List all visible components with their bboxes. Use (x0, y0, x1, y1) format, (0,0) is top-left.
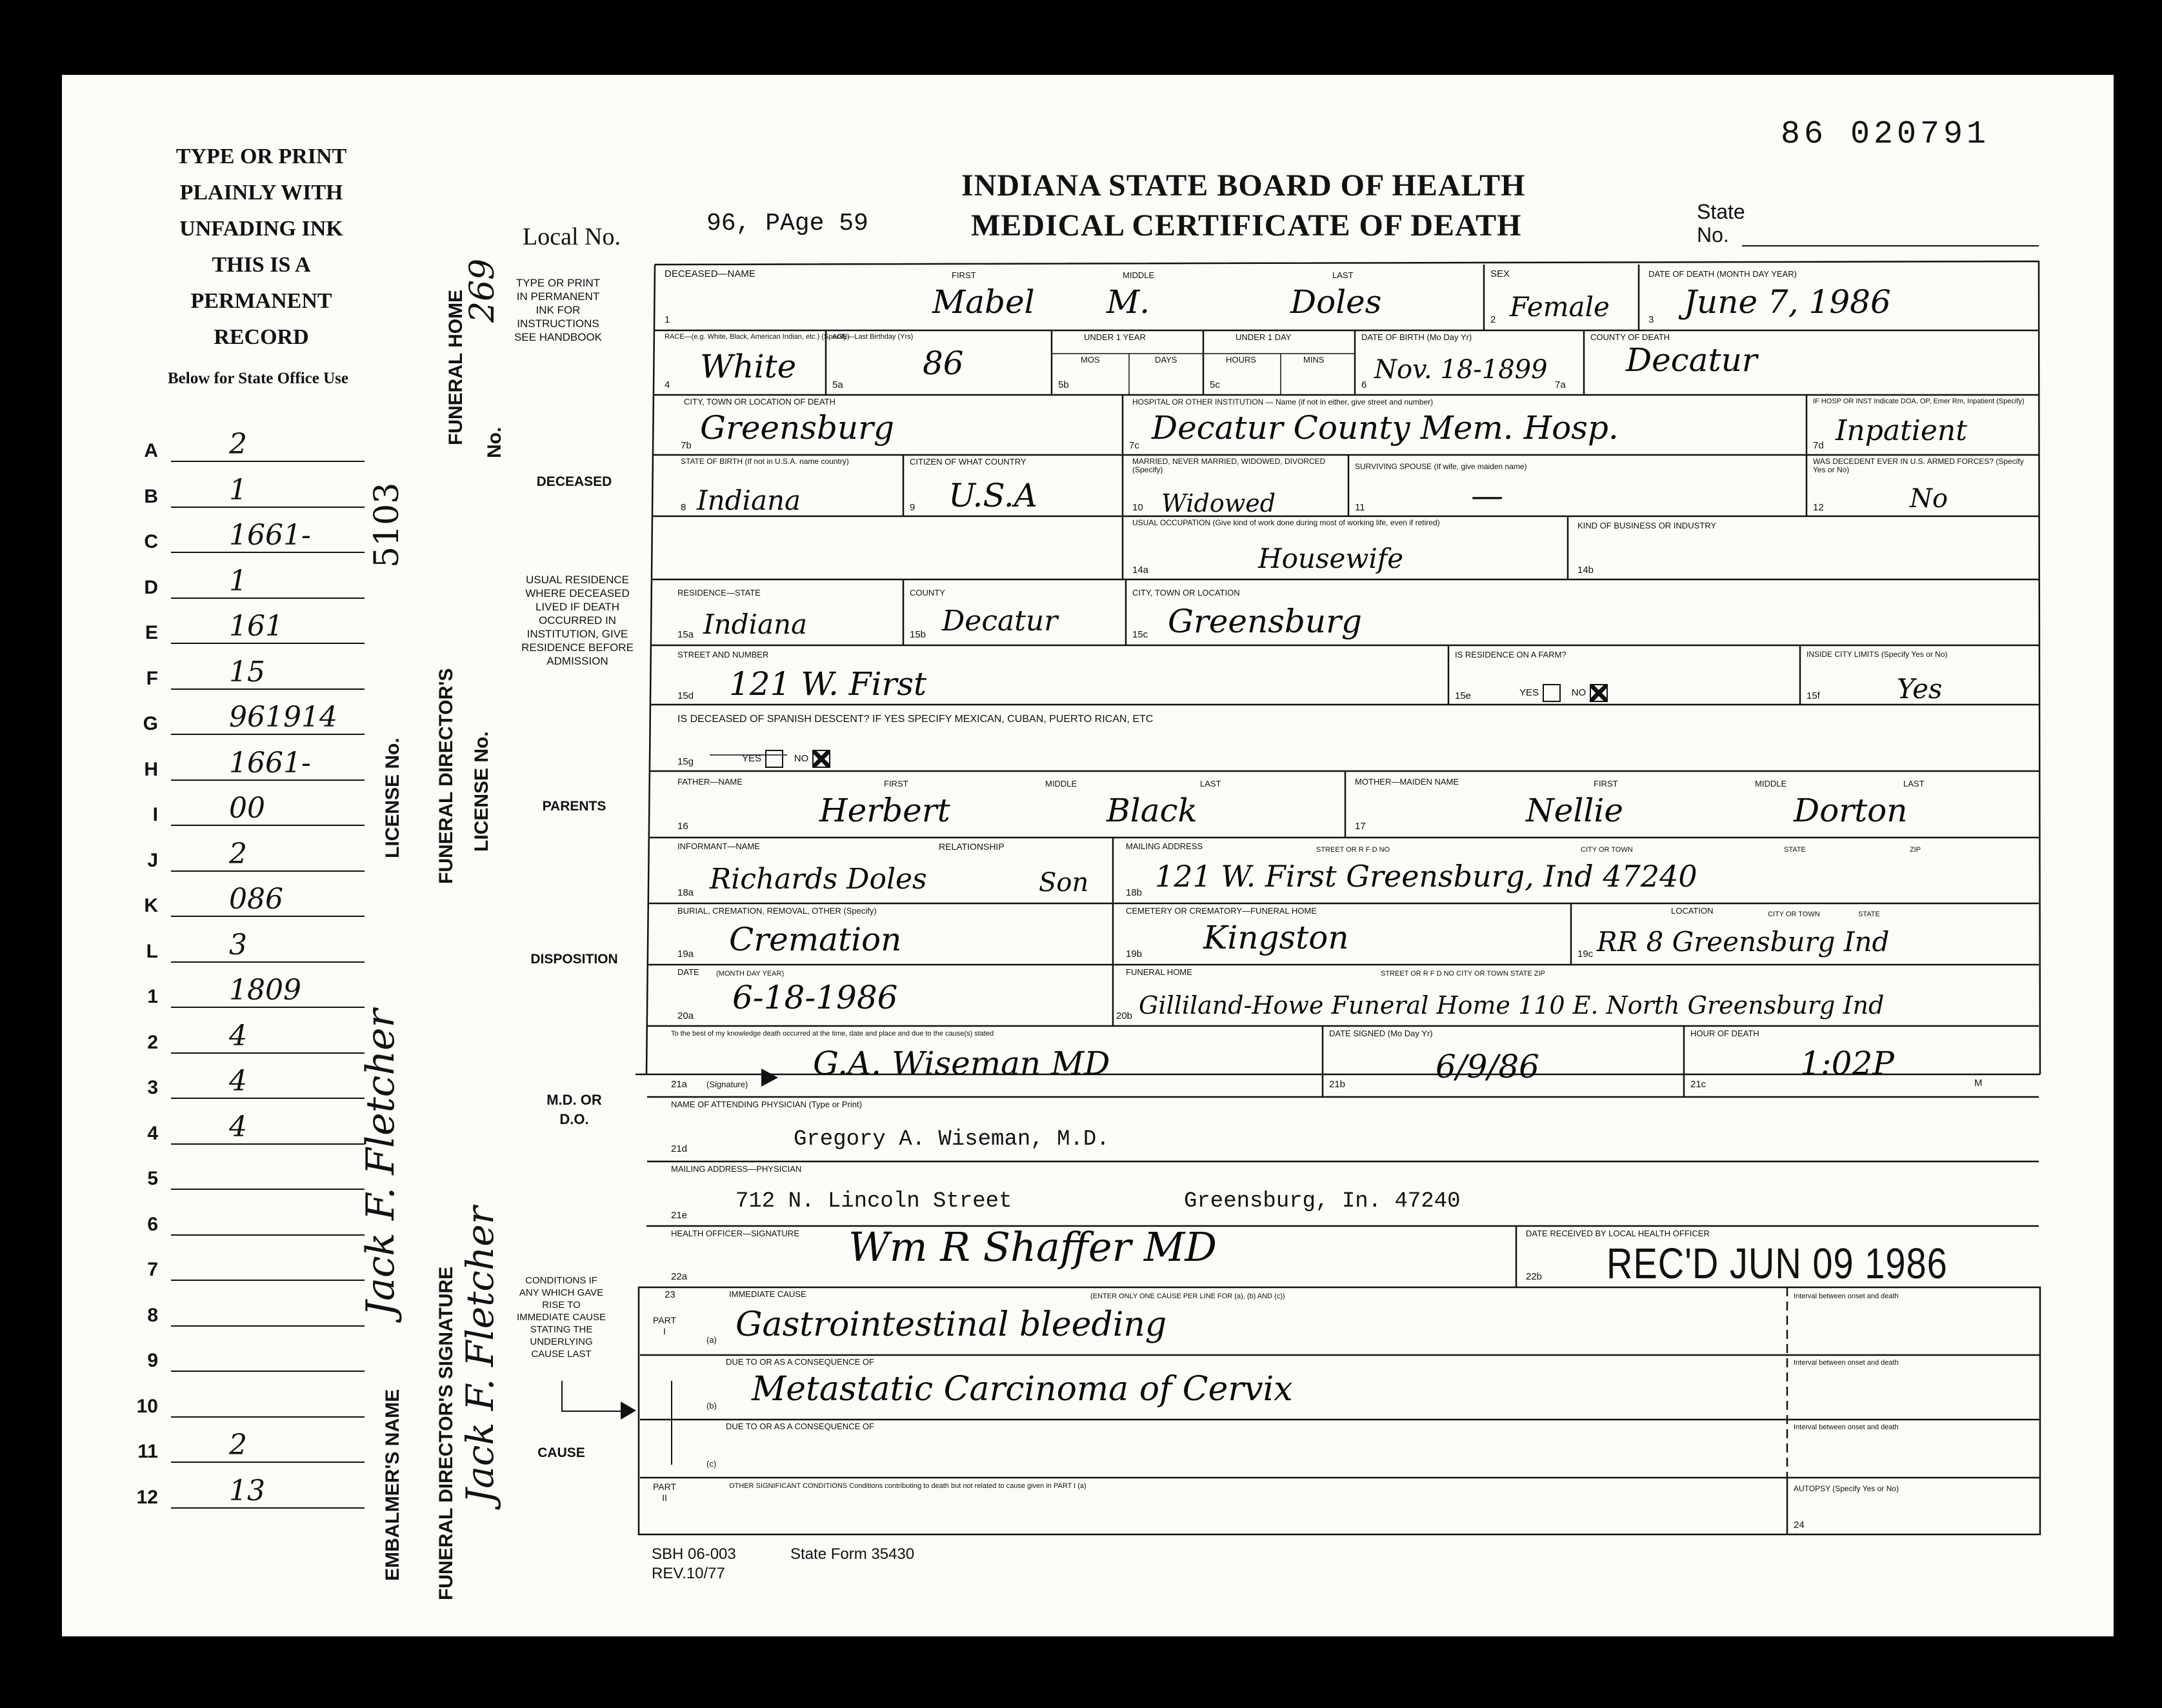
field-number-6: 6 (1361, 379, 1367, 390)
funeral-director-label: FUNERAL DIRECTOR'S (435, 668, 457, 884)
state-office-row-label: 12 (136, 1486, 158, 1508)
heading-line: PERMANENT (190, 289, 332, 313)
farm-yes-checkbox[interactable] (1543, 684, 1561, 702)
field-number-19b: 19b (1126, 949, 1143, 959)
state-office-row-label: C (144, 531, 158, 552)
farm-checkboxes (1519, 684, 1608, 702)
state-office-row-value: 2 (229, 1429, 247, 1462)
field-number-15e: 15e (1455, 690, 1472, 701)
field-number-22b: 22b (1526, 1271, 1543, 1282)
label-cemetery: CEMETERY OR CREMATORY—FUNERAL HOME (1126, 906, 1317, 916)
serial-number: 86 020791 (1781, 116, 1990, 153)
field-number-18a: 18a (677, 887, 694, 898)
funeral-home-label: FUNERAL HOME (445, 289, 466, 445)
label-race: RACE—(e.g. White, Black, American Indian, etc.) (Specify) (665, 333, 850, 341)
funeral-home-value: Gilliland-Howe Funeral Home 110 E. North Greensburg Ind (1139, 991, 1885, 1020)
field-number-5b: 5b (1058, 379, 1069, 390)
date-of-death-value: June 7, 1986 (1684, 283, 1891, 321)
state-office-row-label: 3 (147, 1077, 158, 1098)
field-number-24: 24 (1794, 1520, 1805, 1531)
label-received: DATE RECEIVED BY LOCAL HEALTH OFFICER (1526, 1229, 1710, 1238)
field-number-14a: 14a (1132, 565, 1149, 576)
label-father-last: LAST (1200, 779, 1221, 789)
physician-value: Gregory A. Wiseman, M.D. (794, 1127, 1110, 1152)
label-middle: MIDDLE (1123, 270, 1155, 280)
label-consequence-b: DUE TO OR AS A CONSEQUENCE OF (726, 1357, 874, 1367)
cause-side-label: CAUSE (537, 1445, 585, 1460)
usual-residence-side-label: USUAL RESIDENCE WHERE DECEASED LIVED IF DEATH OCCURRED IN INSTITUTION, GIVE RESIDENCE BEFORE ADMISSION (521, 574, 634, 667)
state-form-number: State Form 35430 (790, 1545, 915, 1563)
heading-line: UNFADING INK (179, 217, 343, 241)
label-father: FATHER—NAME (677, 777, 743, 787)
state-office-row-value: 4 (229, 1019, 247, 1052)
local-no-label: Local No. (523, 223, 621, 250)
field-number-20a: 20a (677, 1010, 694, 1021)
label-state-of-birth: STATE OF BIRTH (If not in U.S.A. name country) (681, 457, 849, 466)
state-office-row-value: 1661- (229, 519, 311, 552)
state-office-row-label: 5 (147, 1168, 158, 1189)
disposition-side-label: DISPOSITION (530, 952, 618, 967)
state-office-row-label: 6 (147, 1213, 158, 1235)
armed-forces-value: No (1910, 484, 1948, 514)
funeral-license-label: LICENSE No. (471, 731, 492, 852)
label-location-state: STATE (1858, 910, 1880, 918)
label-county-of-death: COUNTY OF DEATH (1590, 332, 1670, 342)
state-office-row-value: 2 (229, 428, 247, 461)
state-office-row-label: 9 (147, 1350, 158, 1371)
label-citizen: CITIZEN OF WHAT COUNTRY (910, 457, 1026, 467)
embalmer-value: Jack F. Fletcher (358, 1009, 403, 1316)
label-location-city: CITY OR TOWN (1768, 910, 1820, 918)
state-of-birth-value: Indiana (697, 485, 801, 516)
state-office-row-label: 2 (147, 1031, 158, 1053)
name-middle-value: M. (1106, 283, 1150, 321)
label-health-officer: HEALTH OFFICER—SIGNATURE (671, 1229, 799, 1238)
state-office-row-label: I (152, 804, 158, 825)
label-occupation: USUAL OCCUPATION (Give kind of work done during most of working life, even if retired) (1132, 518, 1440, 527)
state-office-row-label: 1 (147, 986, 158, 1007)
label-mailing: MAILING ADDRESS (1126, 841, 1203, 851)
field-number-16: 16 (677, 821, 688, 832)
health-officer-value: Wm R Shaffer MD (848, 1223, 1217, 1271)
cause-a-value: Gastrointestinal bleeding (736, 1305, 1167, 1344)
spanish-yes-label: YES (742, 752, 762, 764)
state-office-row-label: 10 (136, 1395, 158, 1417)
state-office-row-value: 15 (229, 655, 265, 688)
label-physician: NAME OF ATTENDING PHYSICIAN (Type or Print) (671, 1100, 862, 1109)
signature-arrow-icon (761, 1069, 778, 1087)
label-father-first: FIRST (884, 779, 908, 789)
city-of-death-value: Greensburg (700, 409, 895, 447)
spanish-yes-checkbox[interactable] (765, 750, 783, 768)
field-number-10: 10 (1132, 502, 1143, 513)
street-value: 121 W. First (729, 665, 927, 703)
label-hosp-status: IF HOSP OR INST Indicate DOA, OP, Emer Rm, Inpatient (Specify) (1813, 397, 2025, 405)
state-office-row-label: 7 (147, 1259, 158, 1280)
label-part-2: PART II (652, 1482, 677, 1503)
field-number-20b: 20b (1116, 1010, 1133, 1021)
label-mos: MOS (1081, 355, 1100, 365)
disp-date-value: 6-18-1986 (732, 979, 898, 1016)
title-line-2: MEDICAL CERTIFICATE OF DEATH (971, 208, 1522, 243)
label-disp-date: DATE (677, 967, 699, 977)
label-mins: MINS (1303, 355, 1325, 365)
cemetery-value: Kingston (1203, 919, 1349, 956)
label-res-city: CITY, TOWN OR LOCATION (1132, 588, 1240, 598)
label-other-conditions: OTHER SIGNIFICANT CONDITIONS Conditions contributing to death but not related to cause given in PART I (a) (729, 1482, 1086, 1490)
revision: REV.10/77 (652, 1565, 725, 1582)
field-number-7b: 7b (681, 440, 692, 451)
label-date-signed: DATE SIGNED (Mo Day Yr) (1329, 1029, 1433, 1038)
received-stamp: REC'D JUN 09 1986 (1606, 1238, 1948, 1288)
cause-b-value: Metastatic Carcinoma of Cervix (752, 1370, 1293, 1409)
field-number-21d: 21d (671, 1143, 688, 1154)
label-interval-a: Interval between onset and death (1794, 1292, 1899, 1300)
state-office-row-value: 4 (229, 1110, 247, 1143)
field-number-21e: 21e (671, 1210, 688, 1221)
race-value: White (700, 348, 797, 385)
label-cause-a: (a) (706, 1335, 717, 1345)
field-number-23: 23 (665, 1289, 676, 1300)
label-burial: BURIAL, CREMATION, REMOVAL, OTHER (Specify) (677, 906, 877, 916)
name-last-value: Doles (1290, 283, 1382, 321)
label-relationship: RELATIONSHIP (939, 841, 1005, 852)
label-last: LAST (1332, 270, 1354, 280)
spanish-no-checkbox-checked[interactable] (812, 750, 830, 768)
date-signed-value: 6/9/86 (1436, 1048, 1539, 1085)
occupation-value: Housewife (1258, 543, 1404, 574)
mother-first-value: Nellie (1526, 792, 1623, 829)
state-office-row-label: A (144, 440, 158, 461)
label-inside-city: INSIDE CITY LIMITS (Specify Yes or No) (1807, 650, 1948, 659)
state-office-row-label: E (145, 622, 158, 643)
heading-line: THIS IS A (212, 253, 311, 277)
label-age: AGE—Last Birthday (Yrs) (832, 333, 914, 341)
state-office-row-value: 961914 (229, 701, 337, 734)
state-office-row-value: 086 (229, 883, 283, 916)
state-no-label-1: State (1697, 200, 1745, 223)
label-enter-one: (ENTER ONLY ONE CAUSE PER LINE FOR (a), (b) AND (c)) (1090, 1292, 1285, 1300)
field-number-7d: 7d (1813, 440, 1824, 451)
label-deceased-name: DECEASED—NAME (665, 268, 756, 279)
label-res-county: COUNTY (910, 588, 945, 598)
parents-side-label: PARENTS (542, 799, 606, 814)
state-office-row-value: 1 (229, 473, 247, 507)
res-city-value: Greensburg (1168, 603, 1363, 640)
label-consequence-c: DUE TO OR AS A CONSEQUENCE OF (726, 1422, 874, 1431)
hour-suffix: M (1974, 1078, 1983, 1089)
mailing-value: 121 W. First Greensburg, Ind 47240 (1155, 859, 1697, 894)
field-number-15d: 15d (677, 690, 694, 701)
field-number-15f: 15f (1807, 690, 1820, 701)
spouse-value: — (1471, 477, 1503, 514)
state-office-row-value: 2 (229, 837, 247, 870)
label-armed-forces: WAS DECEDENT EVER IN U.S. ARMED FORCES? (Specify Yes or No) (1813, 457, 2024, 474)
field-number-8: 8 (681, 502, 686, 513)
burial-value: Cremation (729, 921, 902, 958)
label-under-1-year: UNDER 1 YEAR (1084, 332, 1146, 342)
state-office-row-value: 00 (229, 792, 265, 825)
label-hours: HOURS (1226, 355, 1256, 365)
res-county-value: Decatur (942, 605, 1058, 638)
label-days: DAYS (1155, 355, 1177, 365)
label-signature: (Signature) (706, 1080, 748, 1089)
state-office-row-value: 1809 (229, 974, 301, 1007)
label-farm: IS RESIDENCE ON A FARM? (1455, 650, 1566, 659)
field-number-17: 17 (1355, 821, 1366, 832)
field-number-5a: 5a (832, 379, 843, 390)
field-number-14b: 14b (1577, 565, 1594, 576)
conditions-side-label: CONDITIONS IF ANY WHICH GAVE RISE TO IMMEDIATE CAUSE STATING THE UNDERLYING CAUSE LAST (516, 1275, 606, 1360)
embalmer-label: EMBALMER'S NAME (382, 1389, 403, 1581)
field-number-5c: 5c (1210, 379, 1220, 390)
field-number-21b: 21b (1329, 1079, 1346, 1090)
farm-no-label: NO (1571, 687, 1586, 698)
location-value: RR 8 Greensburg Ind (1597, 926, 1890, 958)
dob-value: Nov. 18-1899 (1374, 355, 1548, 385)
field-number-7c: 7c (1129, 440, 1139, 451)
label-hour: HOUR OF DEATH (1690, 1029, 1759, 1038)
heading-line: TYPE OR PRINT (175, 145, 347, 168)
label-location: LOCATION (1671, 906, 1714, 916)
label-physician-address: MAILING ADDRESS—PHYSICIAN (671, 1164, 802, 1174)
citizen-value: U.S.A (948, 477, 1037, 514)
label-part-1: PART I (652, 1315, 677, 1336)
md-do-side-label: M.D. OR D.O. (546, 1092, 602, 1127)
hosp-status-value: Inpatient (1836, 414, 1967, 447)
state-office-row-value: 3 (229, 928, 247, 961)
label-business: KIND OF BUSINESS OR INDUSTRY (1577, 521, 1717, 530)
license-value: 5103 (368, 482, 406, 568)
state-office-row-label: J (147, 849, 158, 871)
label-funeral-home: FUNERAL HOME (1126, 967, 1192, 977)
father-last-value: Black (1106, 792, 1197, 829)
signature-value: G.A. Wiseman MD (813, 1045, 1110, 1082)
spanish-no-label: NO (794, 752, 809, 764)
label-immediate-cause: IMMEDIATE CAUSE (729, 1289, 806, 1299)
license-label: LICENSE No. (382, 738, 403, 858)
part1-bracket (671, 1381, 672, 1465)
label-interval-c: Interval between onset and death (1794, 1423, 1899, 1431)
state-office-row-value: 1 (229, 564, 247, 598)
label-mother-first: FIRST (1594, 779, 1618, 789)
field-number-19a: 19a (677, 949, 694, 959)
fd-signature-label: FUNERAL DIRECTOR'S SIGNATURE (435, 1266, 457, 1600)
local-no-value: 96, PAge 59 (706, 210, 868, 237)
inside-city-value: Yes (1897, 673, 1943, 705)
form-number: SBH 06-003 (652, 1545, 736, 1563)
age-value: 86 (923, 345, 964, 382)
fd-signature: Jack F. Fletcher (458, 1206, 502, 1503)
field-number-18b: 18b (1126, 887, 1143, 898)
state-office-row-label: H (144, 758, 158, 780)
label-spanish: IS DECEASED OF SPANISH DESCENT? IF YES SPECIFY MEXICAN, CUBAN, PUERTO RICAN, ETC (677, 714, 1154, 725)
physician-city-value: Greensburg, In. 47240 (1184, 1189, 1461, 1214)
label-street: STREET AND NUMBER (677, 650, 769, 659)
label-funeral-home-address: STREET OR R F D NO CITY OR TOWN STATE ZIP (1381, 970, 1545, 978)
physician-street-value: 712 N. Lincoln Street (736, 1189, 1012, 1214)
field-number-19c: 19c (1577, 949, 1594, 959)
field-number-9: 9 (910, 502, 916, 513)
sex-value: Female (1510, 291, 1610, 323)
field-number-4: 4 (665, 379, 670, 390)
heading-line: PLAINLY WITH (179, 181, 343, 205)
field-number-21c: 21c (1690, 1079, 1707, 1090)
res-state-value: Indiana (703, 608, 808, 640)
state-office-row-label: G (143, 713, 158, 734)
label-interval-b: Interval between onset and death (1794, 1359, 1899, 1367)
label-father-middle: MIDDLE (1045, 779, 1077, 789)
field-number-3: 3 (1648, 314, 1654, 325)
field-number-21a: 21a (671, 1079, 688, 1090)
father-first-value: Herbert (819, 792, 950, 829)
hour-value: 1:02P (1800, 1045, 1894, 1082)
label-cause-c: (c) (706, 1459, 717, 1469)
label-mother: MOTHER—MAIDEN NAME (1355, 777, 1459, 787)
label-month-day-year: (MONTH DAY YEAR) (716, 970, 785, 978)
farm-yes-label: YES (1519, 687, 1539, 698)
state-office-row-label: B (144, 485, 158, 507)
label-informant: INFORMANT—NAME (677, 841, 760, 851)
label-marital: MARRIED, NEVER MARRIED, WIDOWED, DIVORCED (Specify) (1132, 457, 1326, 474)
state-no-label-2: No. (1697, 223, 1729, 246)
state-office-row-label: L (146, 940, 158, 962)
state-office-row-value: 161 (229, 610, 283, 643)
title-line-1: INDIANA STATE BOARD OF HEALTH (961, 168, 1526, 203)
state-office-row-label: 11 (137, 1441, 158, 1462)
hospital-value: Decatur County Mem. Hosp. (1152, 409, 1619, 447)
label-hospital: HOSPITAL OR OTHER INSTITUTION — Name (if not in either, give street and number) (1132, 397, 1434, 407)
field-number-2: 2 (1490, 314, 1496, 325)
field-number-22a: 22a (671, 1271, 688, 1282)
label-under-1-day: UNDER 1 DAY (1236, 332, 1292, 342)
farm-no-checkbox-checked[interactable] (1590, 684, 1608, 702)
label-sex: SEX (1490, 268, 1510, 279)
label-zip: ZIP (1910, 846, 1921, 854)
state-office-row-label: F (146, 667, 158, 689)
label-city-of-death: CITY, TOWN OR LOCATION OF DEATH (684, 397, 836, 407)
marital-value: Widowed (1161, 489, 1276, 517)
label-mother-last: LAST (1903, 779, 1925, 789)
state-office-row-label: K (144, 895, 158, 916)
label-first: FIRST (952, 270, 976, 280)
label-autopsy: AUTOPSY (Specify Yes or No) (1794, 1484, 1899, 1493)
label-mother-middle: MIDDLE (1755, 779, 1787, 789)
label-date-of-death: DATE OF DEATH (MONTH DAY YEAR) (1648, 269, 1797, 279)
county-of-death-value: Decatur (1626, 341, 1757, 379)
type-print-side-label: TYPE OR PRINT IN PERMANENT INK FOR INSTRUCTIONS SEE HANDBOOK (514, 277, 603, 343)
field-number-11: 11 (1355, 502, 1365, 513)
spanish-checkboxes (742, 750, 830, 768)
relationship-value: Son (1039, 868, 1089, 898)
state-office-label: Below for State Office Use (167, 370, 348, 387)
label-spouse: SURVIVING SPOUSE (If wife, give maiden name) (1355, 462, 1527, 471)
informant-value: Richards Doles (710, 863, 927, 896)
field-number-15c: 15c (1132, 629, 1148, 640)
state-office-row-value: 13 (229, 1474, 265, 1507)
label-cause-b: (b) (706, 1401, 717, 1411)
heading-line: RECORD (214, 325, 309, 349)
funeral-home-no-label: No. (484, 427, 505, 458)
label-res-state: RESIDENCE—STATE (677, 588, 761, 598)
state-office-row-label: 4 (147, 1122, 158, 1144)
field-number-15g: 15g (677, 756, 694, 767)
label-state: STATE (1784, 846, 1806, 854)
mother-last-value: Dorton (1794, 792, 1908, 829)
field-number-1: 1 (665, 314, 670, 325)
label-street-or-rfd: STREET OR R F D NO (1316, 846, 1390, 854)
label-dob: DATE OF BIRTH (Mo Day Yr) (1361, 332, 1472, 342)
field-number-15a: 15a (677, 629, 694, 640)
state-office-row-value: 1661- (229, 746, 311, 779)
field-number-7a: 7a (1555, 379, 1566, 390)
state-office-row-label: D (144, 576, 158, 598)
state-office-row-value: 4 (229, 1065, 247, 1098)
field-number-12: 12 (1813, 502, 1824, 513)
label-city-or-town: CITY OR TOWN (1581, 846, 1633, 854)
field-number-15b: 15b (910, 629, 926, 640)
funeral-home-no: 269 (463, 258, 502, 323)
deceased-side-label: DECEASED (536, 474, 612, 489)
state-office-row-label: 8 (147, 1304, 158, 1326)
label-certify: To the best of my knowledge death occurred at the time, date and place and due to the cause(s) stated (671, 1030, 994, 1038)
name-first-value: Mabel (932, 283, 1035, 321)
